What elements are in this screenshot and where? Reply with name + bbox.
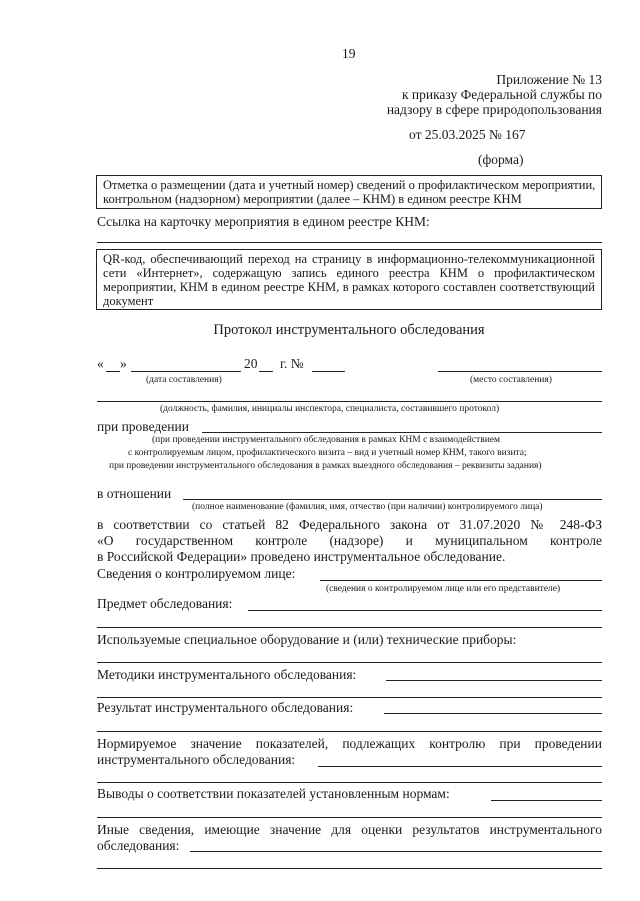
regarding-line <box>183 499 602 500</box>
methods-label: Методики инструментального обследования: <box>97 667 357 682</box>
place-caption: (место составления) <box>470 375 552 385</box>
controlled-person-line <box>320 580 602 581</box>
other-line <box>190 851 602 852</box>
qr-code-line4: документ <box>103 294 154 308</box>
normative-line <box>318 766 602 767</box>
result-line2 <box>97 731 602 732</box>
registry-mark-line1: Отметка о размещении (дата и учетный номер) сведений о профилактическом мероприятии, <box>103 178 596 192</box>
form-label: (форма) <box>478 152 524 167</box>
law-line1: в соответствии со статьей 82 Федерального закона от 31.07.2020 № 248-ФЗ <box>97 517 602 532</box>
conducting-caption3: при проведении инструментального обследования в рамках выездного обследования – реквизиты задания) <box>109 461 542 471</box>
appendix-title: Приложение № 13 <box>496 72 602 87</box>
number-line <box>312 371 345 372</box>
day-line <box>106 371 120 372</box>
regarding-label: в отношении <box>97 486 172 501</box>
other-line2: обследования: <box>97 838 180 853</box>
date-caption: (дата составления) <box>146 375 222 385</box>
qr-code-line1: QR-код, обеспечивающий переход на страницу в информационно-телекоммуникационной <box>103 252 595 266</box>
controlled-person-caption: (сведения о контролируемом лице или его представителе) <box>326 584 561 594</box>
result-line1 <box>384 713 602 714</box>
qr-code-line3: мероприятии, КНМ в едином реестре КНМ, в рамках которого составлен соответствующий <box>103 280 595 294</box>
subject-line2 <box>97 627 602 628</box>
qr-code-box <box>96 249 602 310</box>
normative-line2: инструментального обследования: <box>97 752 296 767</box>
methods-line2 <box>97 697 602 698</box>
law-line2: «О государственном контроле (надзоре) и муниципальном контроле <box>97 533 602 548</box>
controlled-person-label: Сведения о контролируемом лице: <box>97 566 296 581</box>
inspector-caption: (должность, фамилия, инициалы инспектора, специалиста, составившего протокол) <box>160 404 500 414</box>
page-number: 19 <box>342 46 356 61</box>
other-line-extra <box>97 868 602 869</box>
equipment-line <box>97 662 602 663</box>
registry-mark-line2: контрольном (надзорном) мероприятии (далее – КНМ) в едином реестре КНМ <box>103 192 522 206</box>
appendix-order-line: к приказу Федеральной службы по <box>401 87 602 102</box>
date-quote-open: « <box>97 356 104 371</box>
registry-link-label: Ссылка на карточку мероприятия в едином реестре КНМ: <box>97 214 430 229</box>
protocol-title: Протокол инструментального обследования <box>213 322 485 338</box>
date-quote-close: » <box>120 356 127 371</box>
number-label: г. № <box>280 356 304 371</box>
result-label: Результат инструментального обследования: <box>97 700 354 715</box>
normative-line-extra <box>97 782 602 783</box>
conducting-caption1: (при проведении инструментального обследования в рамках КНМ с взаимодействием <box>152 435 501 445</box>
other-line1: Иные сведения, имеющие значение для оценки результатов инструментального <box>97 822 602 837</box>
month-line <box>131 371 241 372</box>
qr-code-line2: сети «Интернет», содержащую запись единого реестра КНМ о профилактическом <box>103 266 595 280</box>
subject-label: Предмет обследования: <box>97 596 233 611</box>
conclusions-line1 <box>491 800 602 801</box>
conclusions-label: Выводы о соответствии показателей установленным нормам: <box>97 786 450 801</box>
conclusions-line2 <box>97 817 602 818</box>
place-line <box>438 371 602 372</box>
subject-line1 <box>248 610 602 611</box>
conducting-line <box>202 432 602 433</box>
year-line <box>259 371 273 372</box>
methods-line1 <box>386 680 602 681</box>
inspector-line <box>97 401 602 402</box>
conducting-caption2: с контролируемым лицом, профилактического визита – вид и учетный номер КНМ, такого визита; <box>128 448 527 458</box>
registry-mark-box <box>96 175 602 209</box>
year-prefix: 20 <box>244 356 258 371</box>
order-date: от 25.03.2025 № 167 <box>409 127 526 142</box>
registry-link-line <box>97 242 602 243</box>
conducting-label: при проведении <box>97 419 189 434</box>
equipment-label: Используемые специальное оборудование и (или) технические приборы: <box>97 632 517 647</box>
regarding-caption: (полное наименование (фамилия, имя, отчество (при наличии) контролируемого лица) <box>192 502 543 512</box>
appendix-agency-line: надзору в сфере природопользования <box>386 102 602 117</box>
law-line3: в Российской Федерации» проведено инструментальное обследование. <box>97 549 506 564</box>
normative-line1: Нормируемое значение показателей, подлежащих контролю при проведении <box>97 736 602 751</box>
